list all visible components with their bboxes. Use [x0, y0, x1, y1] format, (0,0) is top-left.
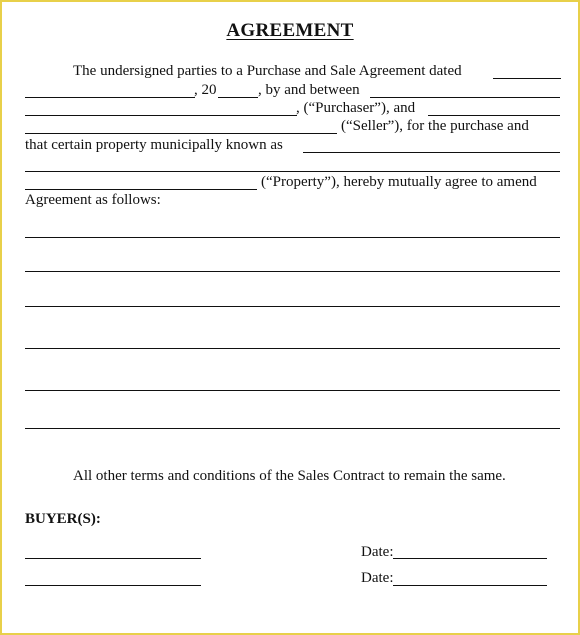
property-address-blank-2[interactable] [25, 171, 560, 172]
paragraph-line-8 [25, 191, 161, 209]
line-1-text: The undersigned parties to a Purchase and Sale Agreement dated [73, 63, 462, 79]
year-blank[interactable] [218, 97, 258, 98]
party-blank-1[interactable] [370, 97, 560, 98]
property-label [261, 173, 537, 191]
date-line-2[interactable] [393, 585, 547, 586]
amendment-line-3[interactable] [25, 306, 560, 307]
between-text: , by and between [258, 82, 360, 98]
date-line-1[interactable] [393, 558, 547, 559]
purchaser-text: , (“Purchaser”), and [296, 100, 416, 116]
title-text: AGREEMENT [226, 20, 354, 41]
buyer-heading [25, 510, 101, 528]
property-intro-text: that certain property municipally known as [25, 137, 283, 153]
closing-text: All other terms and conditions of the Sales Contract to remain the same. [73, 468, 506, 484]
amendment-line-4[interactable] [25, 348, 560, 349]
date-field-1 [361, 543, 393, 561]
closing-statement [73, 467, 506, 485]
buyer-signature-line-2[interactable] [25, 585, 201, 586]
date-day-blank[interactable] [25, 97, 195, 98]
year-prefix-text: , 20 [194, 82, 217, 98]
date-label-1: Date: [361, 544, 394, 560]
buyer-label: BUYER(S): [25, 511, 101, 527]
document-title [0, 20, 580, 42]
amendment-line-5[interactable] [25, 390, 560, 391]
paragraph-line-2 [194, 81, 217, 99]
between-label [258, 81, 360, 99]
buyer-signature-line-1[interactable] [25, 558, 201, 559]
property-address-blank-1[interactable] [303, 152, 560, 153]
agreement-follows-text: Agreement as follows: [25, 192, 161, 208]
party-blank-2[interactable] [428, 115, 560, 116]
property-text: (“Property”), hereby mutually agree to amend [261, 174, 537, 190]
purchaser-name-blank[interactable] [25, 115, 297, 116]
property-address-blank-3[interactable] [25, 189, 257, 190]
date-label-2: Date: [361, 570, 394, 586]
seller-text: (“Seller”), for the purchase and [341, 118, 529, 134]
amendment-line-1[interactable] [25, 237, 560, 238]
amendment-line-2[interactable] [25, 271, 560, 272]
paragraph-line-1 [73, 62, 462, 80]
purchaser-label [296, 99, 415, 117]
seller-name-blank[interactable] [25, 133, 337, 134]
date-dated-blank[interactable] [493, 78, 561, 79]
paragraph-line-5 [25, 136, 283, 154]
amendment-line-6[interactable] [25, 428, 560, 429]
date-field-2 [361, 569, 393, 587]
seller-label [341, 117, 529, 135]
